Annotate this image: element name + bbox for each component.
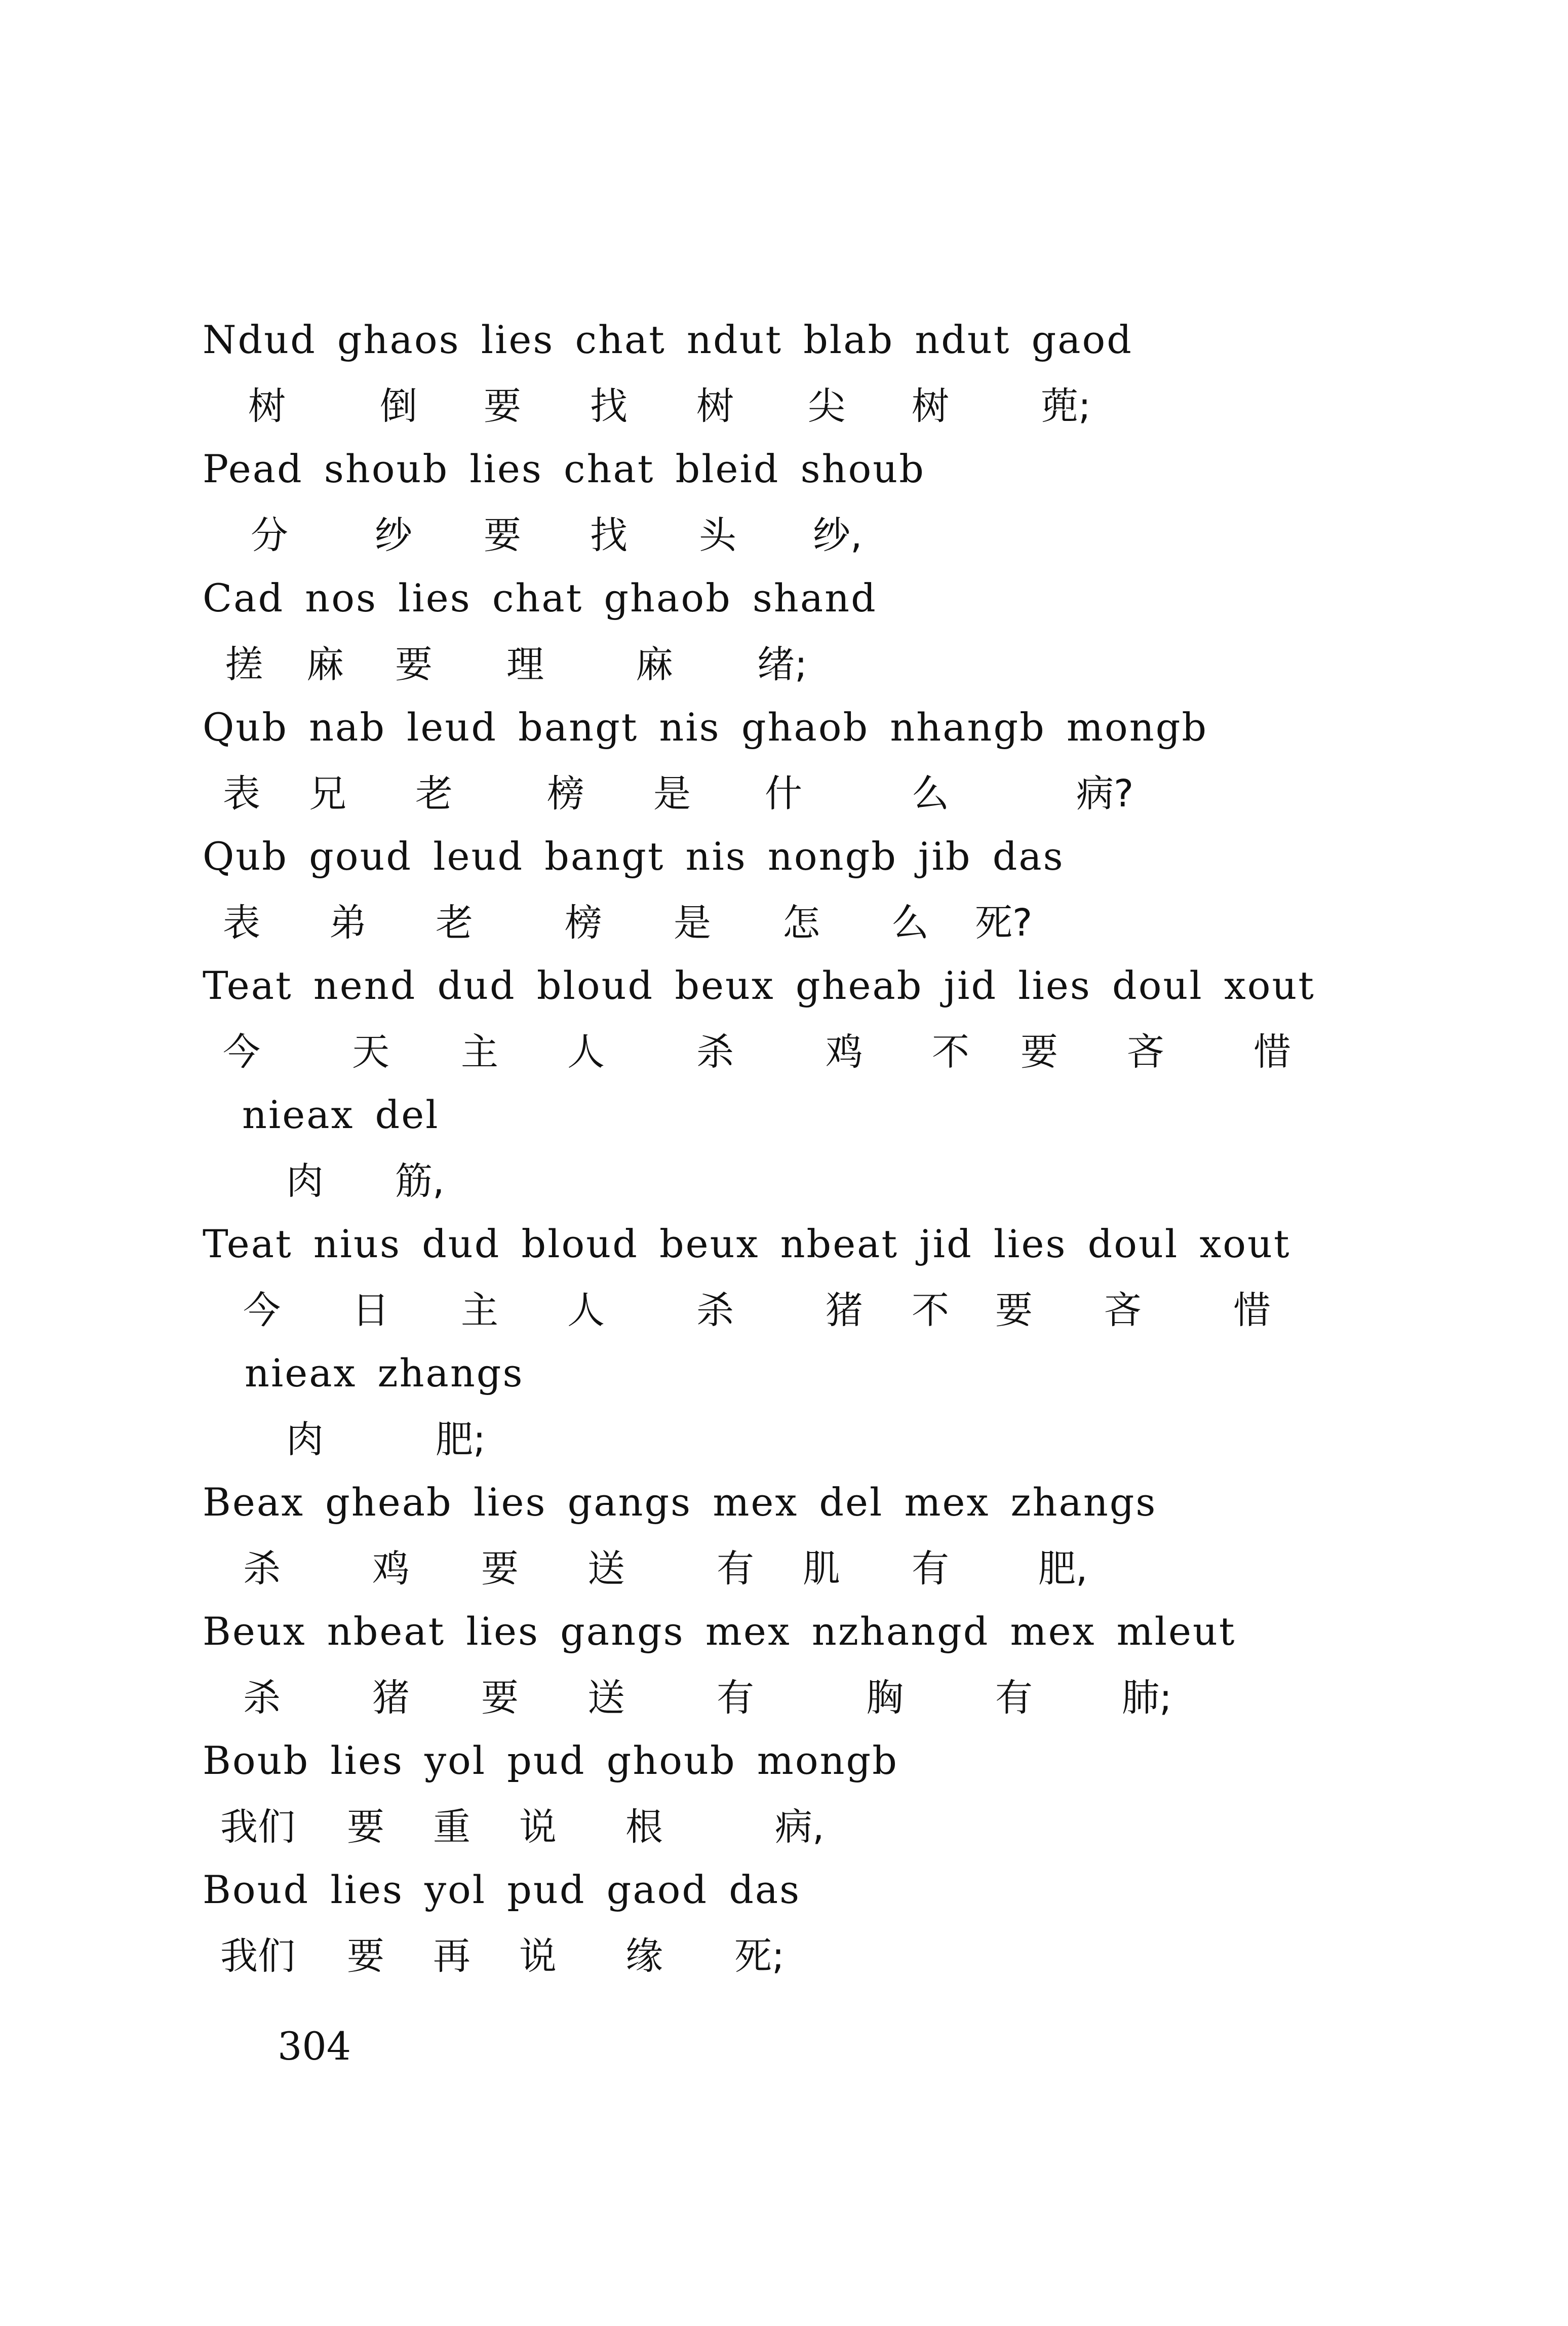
gloss-char: 人 [567, 1030, 605, 1074]
gloss-char: 榜 [565, 901, 602, 945]
gloss-char: 要 [995, 1289, 1033, 1332]
gloss-char: 我们 [220, 1934, 295, 1978]
gloss-char: 死? [975, 901, 1033, 945]
gloss-char: 吝 [1127, 1030, 1164, 1074]
chinese-gloss-line [0, 1418, 1568, 1461]
gloss-char: 根 [625, 1805, 663, 1849]
gloss-char: 肥, [1038, 1547, 1088, 1591]
gloss-char: 缘 [625, 1934, 663, 1978]
gloss-char: 头 [699, 514, 736, 557]
miao-line: Cad nos lies chat ghaob shand [203, 575, 877, 621]
gloss-char: 表 [223, 901, 260, 945]
gloss-char: 肺; [1122, 1676, 1172, 1720]
gloss-char: 有 [717, 1547, 754, 1591]
chinese-gloss-line [0, 1547, 1568, 1591]
gloss-char: 要 [1021, 1030, 1058, 1074]
gloss-char: 找 [590, 384, 628, 428]
chinese-gloss-line [0, 1805, 1568, 1849]
gloss-char: 天 [352, 1030, 389, 1074]
gloss-char: 猪 [372, 1676, 410, 1720]
miao-line: Boub lies yol pud ghoub mongb [203, 1738, 898, 1783]
miao-line: Qub goud leud bangt nis nongb jib das [203, 834, 1065, 879]
gloss-char: 理 [506, 643, 544, 686]
gloss-char: 病? [1076, 772, 1134, 816]
miao-line: Boud lies yol pud gaod das [203, 1867, 801, 1912]
gloss-char: 纱 [375, 514, 412, 557]
gloss-char: 肉 [286, 1159, 324, 1203]
gloss-char: 要 [481, 1547, 519, 1591]
miao-line: Beux nbeat lies gangs mex nzhangd mex mleut [203, 1609, 1236, 1654]
gloss-char: 说 [519, 1805, 557, 1849]
gloss-char: 树 [248, 384, 286, 428]
gloss-char: 麻 [306, 643, 344, 686]
gloss-char: 送 [587, 1547, 625, 1591]
gloss-char: 纱, [813, 514, 863, 557]
gloss-char: 怎 [782, 901, 820, 945]
gloss-char: 杀 [696, 1030, 734, 1074]
miao-line: Ndud ghaos lies chat ndut blab ndut gaod [203, 317, 1133, 362]
gloss-char: 肉 [286, 1418, 324, 1461]
gloss-char: 有 [912, 1547, 949, 1591]
gloss-char: 分 [251, 514, 288, 557]
gloss-char: 病, [775, 1805, 825, 1849]
gloss-char: 肥; [436, 1418, 486, 1461]
gloss-char: 倒 [380, 384, 417, 428]
gloss-char: 猪 [826, 1289, 863, 1332]
gloss-char: 榜 [547, 772, 584, 816]
gloss-char: 老 [436, 901, 473, 945]
gloss-char: 搓 [225, 643, 263, 686]
gloss-char: 兄 [309, 772, 346, 816]
gloss-char: 不 [932, 1030, 969, 1074]
chinese-gloss-line [0, 1159, 1568, 1203]
gloss-char: 树 [912, 384, 949, 428]
gloss-char: 肌 [803, 1547, 840, 1591]
chinese-gloss-line [0, 1289, 1568, 1332]
gloss-char: 要 [484, 384, 521, 428]
gloss-char: 杀 [696, 1289, 734, 1332]
chinese-gloss-line [0, 643, 1568, 686]
gloss-char: 惜 [1233, 1289, 1271, 1332]
gloss-char: 是 [674, 901, 711, 945]
gloss-char: 弟 [329, 901, 367, 945]
gloss-char: 什 [765, 772, 802, 816]
gloss-char: 重 [433, 1805, 471, 1849]
gloss-char: 么 [891, 901, 929, 945]
gloss-char: 今 [223, 1030, 260, 1074]
gloss-char: 蔸; [1041, 384, 1091, 428]
gloss-char: 主 [461, 1289, 498, 1332]
gloss-char: 吝 [1104, 1289, 1142, 1332]
chinese-gloss-line [0, 1934, 1568, 1978]
miao-line: Teat nius dud bloud beux nbeat jid lies doul xout [203, 1221, 1291, 1266]
gloss-char: 死; [734, 1934, 785, 1978]
miao-line: nieax del [242, 1092, 440, 1137]
gloss-char: 要 [347, 1934, 384, 1978]
gloss-char: 绪; [757, 643, 807, 686]
gloss-char: 送 [587, 1676, 625, 1720]
gloss-char: 找 [590, 514, 628, 557]
gloss-char: 要 [347, 1805, 384, 1849]
chinese-gloss-line [0, 1676, 1568, 1720]
gloss-char: 鸡 [826, 1030, 863, 1074]
gloss-char: 人 [567, 1289, 605, 1332]
gloss-char: 表 [223, 772, 260, 816]
gloss-char: 杀 [243, 1676, 281, 1720]
gloss-char: 日 [352, 1289, 389, 1332]
gloss-char: 尖 [808, 384, 845, 428]
gloss-char: 树 [696, 384, 734, 428]
miao-line: Qub nab leud bangt nis ghaob nhangb mongb [203, 705, 1208, 750]
gloss-char: 惜 [1253, 1030, 1291, 1074]
gloss-char: 麻 [636, 643, 673, 686]
gloss-char: 今 [243, 1289, 281, 1332]
gloss-char: 筋, [395, 1159, 445, 1203]
chinese-gloss-line [0, 384, 1568, 428]
gloss-char: 主 [461, 1030, 498, 1074]
miao-line: Beax gheab lies gangs mex del mex zhangs [203, 1480, 1157, 1525]
chinese-gloss-line [0, 772, 1568, 816]
page-number: 304 [278, 2024, 351, 2069]
gloss-char: 要 [395, 643, 433, 686]
chinese-gloss-line [0, 514, 1568, 557]
chinese-gloss-line [0, 901, 1568, 945]
gloss-char: 鸡 [372, 1547, 410, 1591]
gloss-char: 有 [717, 1676, 754, 1720]
gloss-char: 要 [481, 1676, 519, 1720]
gloss-char: 不 [912, 1289, 949, 1332]
gloss-char: 胸 [866, 1676, 904, 1720]
gloss-char: 老 [415, 772, 453, 816]
gloss-char: 再 [433, 1934, 471, 1978]
gloss-char: 说 [519, 1934, 557, 1978]
gloss-char: 是 [653, 772, 691, 816]
miao-line: Teat nend dud bloud beux gheab jid lies doul xout [203, 963, 1315, 1008]
miao-line: Pead shoub lies chat bleid shoub [203, 446, 925, 491]
chinese-gloss-line [0, 1030, 1568, 1074]
gloss-char: 我们 [220, 1805, 295, 1849]
gloss-char: 有 [995, 1676, 1033, 1720]
gloss-char: 么 [912, 772, 949, 816]
gloss-char: 要 [484, 514, 521, 557]
gloss-char: 杀 [243, 1547, 281, 1591]
miao-line: nieax zhangs [245, 1350, 524, 1395]
